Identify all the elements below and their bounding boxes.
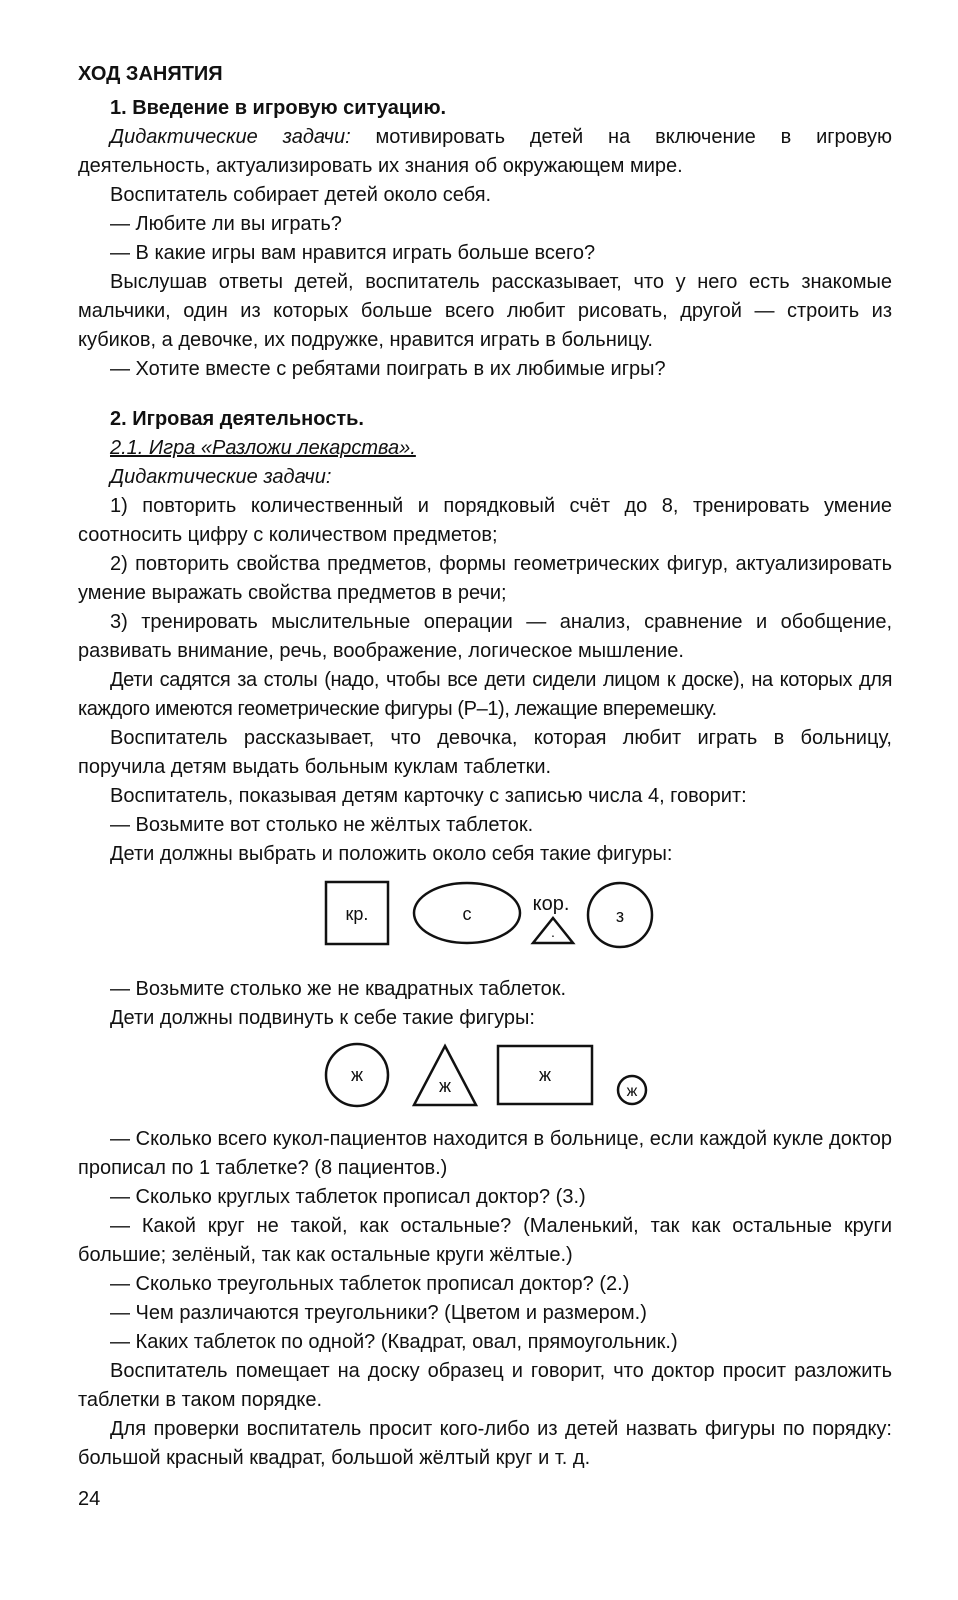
task-3: 3) тренировать мыслительные операции — анализ, сравнение и обобщение, развивать внимание, речь, воображение, логическое мышление. [78, 611, 892, 662]
question: — Сколько всего кукол-пациентов находится в больнице, если каждой кукле доктор прописал по 1 таблетке? (8 пациентов.) [78, 1128, 892, 1179]
paragraph: Воспитатель помещает на доску образец и говорит, что доктор просит разложить таблетки в таком порядке. [78, 1360, 892, 1411]
question: — Чем различаются треугольники? (Цветом и размером.) [110, 1302, 647, 1324]
section2-title: 2. Игровая деятельность. [110, 408, 364, 430]
question: — Возьмите столько же не квадратных таблеток. [110, 978, 567, 1000]
tasks-label: Дидактические задачи: [110, 466, 332, 488]
section1-title: 1. Введение в игровую ситуацию. [110, 97, 447, 119]
game-title: 2.1. Игра «Разложи лекарства». [110, 437, 416, 459]
circle-label: з [615, 906, 625, 926]
paragraph: Воспитатель собирает детей около себя. [110, 184, 492, 206]
circle-label-2: ж [350, 1065, 364, 1085]
task-2: 2) повторить свойства предметов, формы геометрических фигур, актуализировать умение выражать свойства предметов в речи; [78, 553, 892, 604]
question: — В какие игры вам нравится играть больше всего? [110, 242, 596, 264]
task-1: 1) повторить количественный и порядковый счёт до 8, тренировать умение соотносить цифру с количеством предметов; [78, 495, 892, 546]
rectangle-label: ж [538, 1065, 552, 1085]
paragraph: Дети садятся за столы (надо, чтобы все дети сидели лицом к доске), на которых для каждого имеются геометрические фигуры (Р–1), лежащие вперемешку. [78, 669, 892, 720]
question: — Возьмите вот столько не жёлтых таблеток. [110, 814, 534, 836]
tasks-label: Дидактические задачи: [110, 126, 351, 148]
triangle-mark: · [550, 927, 556, 943]
square-label: кр. [345, 904, 369, 924]
tasks-text: мотивировать детей на включение в игровую деятельность, актуализировать их знания об окружающем мире. [78, 126, 892, 177]
page-number: 24 [78, 1488, 101, 1510]
paragraph: Воспитатель рассказывает, что девочка, которая любит играть в больницу, поручила детям выдать больным куклам таблетки. [78, 727, 892, 778]
lesson-heading: ХОД ЗАНЯТИЯ [78, 63, 223, 85]
triangle-label: ж [438, 1076, 452, 1096]
oval-label: с [462, 904, 472, 924]
question: — Сколько круглых таблеток прописал доктор? (3.) [110, 1186, 586, 1208]
question: — Какой круг не такой, как остальные? (Маленький, так как остальные круги большие; зелёный, так как остальные круги жёлтые.) [78, 1215, 892, 1266]
small-circle-label: ж [626, 1083, 638, 1100]
paragraph: Воспитатель, показывая детям карточку с записью числа 4, говорит: [110, 785, 747, 807]
paragraph: Дети должны выбрать и положить около себя такие фигуры: [110, 843, 673, 865]
paragraph: Для проверки воспитатель просит кого-либо из детей назвать фигуры по порядку: большой красный квадрат, большой жёлтый круг и т. д. [78, 1418, 892, 1469]
paragraph: Выслушав ответы детей, воспитатель рассказывает, что у него есть знакомые мальчики, один из которых больше всего любит рисовать, другой — строить из кубиков, а девочке, их подружке, нравится играть в больницу. [78, 271, 892, 351]
question: — Хотите вместе с ребятами поиграть в их любимые игры? [110, 358, 666, 380]
question: — Любите ли вы играть? [110, 213, 342, 235]
question: — Сколько треугольных таблеток прописал доктор? (2.) [110, 1273, 630, 1295]
question: — Каких таблеток по одной? (Квадрат, овал, прямоугольник.) [110, 1331, 678, 1353]
triangle-caption: кор. [532, 893, 570, 915]
paragraph: Дети должны подвинуть к себе такие фигуры: [110, 1007, 535, 1029]
